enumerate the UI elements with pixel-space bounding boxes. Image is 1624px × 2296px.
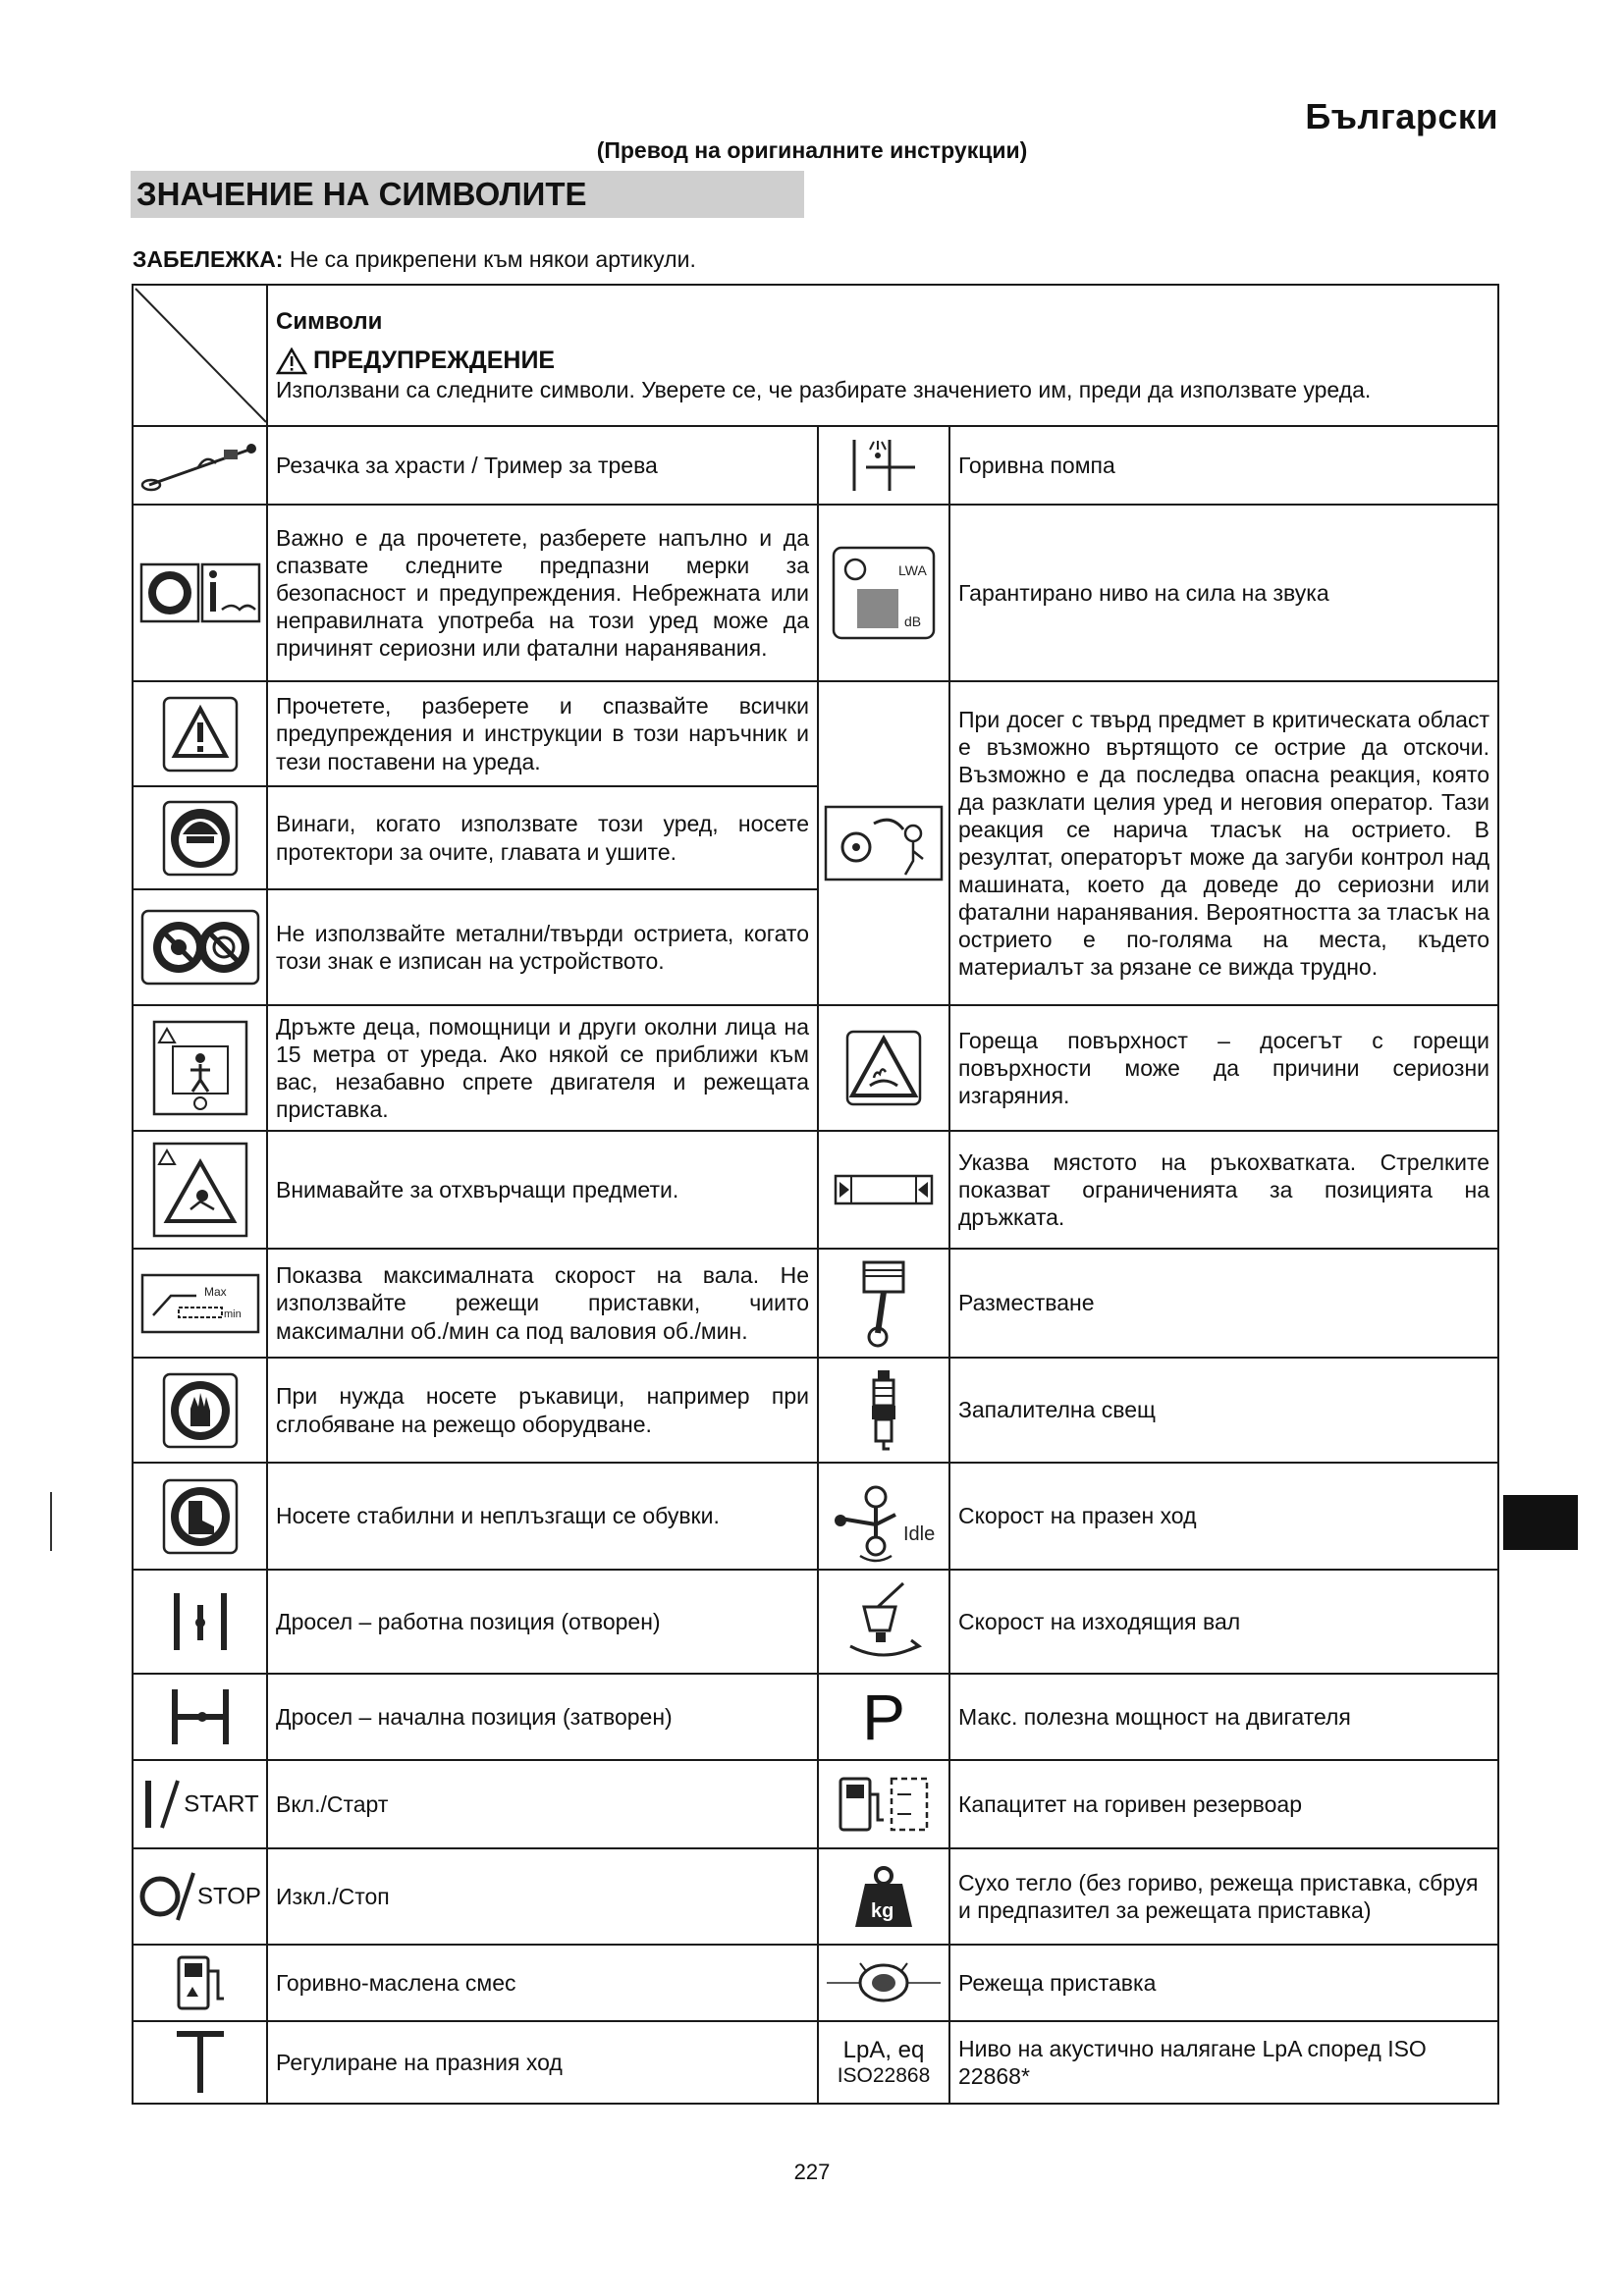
list-item: Дръжте деца, помощници и други околни лица на 15 метра от уреда. Ако някой се приближи към вас, незабавно спрете двигателя и режещата приставка. bbox=[267, 1005, 818, 1131]
table-row bbox=[133, 1570, 1498, 1674]
choke-closed-icon bbox=[133, 1674, 267, 1760]
list-item: При нужда носете ръкавици, например при сглобяване на режещо оборудване. bbox=[267, 1358, 818, 1463]
choke-open-icon bbox=[133, 1570, 267, 1674]
list-item: Указва мястото на ръкохватката. Стрелките показват ограниченията за позицията на дръжката. bbox=[949, 1131, 1498, 1249]
translation-subtitle: (Превод на оригиналните инструкции) bbox=[596, 137, 1028, 163]
list-item: Горивна помпа bbox=[949, 426, 1498, 505]
off-stop-icon bbox=[133, 1848, 267, 1945]
list-item: Резачка за храсти / Тример за трева bbox=[267, 426, 818, 505]
protective-gear-icon bbox=[133, 786, 267, 889]
list-item: Режеща приставка bbox=[949, 1945, 1498, 2021]
section-title: ЗНАЧЕНИЕ НА СИМВОЛИТЕ bbox=[131, 171, 804, 218]
gloves-icon bbox=[133, 1358, 267, 1463]
note-label: ЗАБЕЛЕЖКА: bbox=[133, 246, 284, 272]
list-item: Запалителна свещ bbox=[949, 1358, 1498, 1463]
list-item: Показва максималната скорост на вала. Не използвайте режещи приставки, чиито максимални об./мин са под валовия об./мин. bbox=[267, 1249, 818, 1358]
page-number: 227 bbox=[793, 2160, 831, 2184]
margin-mark bbox=[50, 1492, 52, 1551]
list-item: Дросел – начална позиция (затворен) bbox=[267, 1674, 818, 1760]
list-item: Капацитет на горивен резервоар bbox=[949, 1760, 1498, 1848]
warning-triangle-icon bbox=[276, 347, 307, 375]
language-label: Български bbox=[1305, 96, 1498, 136]
diagonal-line bbox=[134, 287, 268, 424]
note bbox=[133, 246, 696, 273]
table-row bbox=[133, 2021, 1498, 2104]
hot-surface-icon bbox=[818, 1005, 949, 1131]
dry-weight-icon bbox=[818, 1848, 949, 1945]
table-row bbox=[133, 1848, 1498, 1945]
warning-text: Използвани са следните символи. Уверете се, че разбирате значението им, преди да използвате уреда. bbox=[276, 376, 1372, 402]
list-item: Изкл./Стоп bbox=[267, 1848, 818, 1945]
list-item: Разместване bbox=[949, 1249, 1498, 1358]
list-item: При досег с твърд предмет в критическата област е възможно въртящото се острие да отскочи. Възможно е да последва опасна реакция, която да разклати целия уред и неговия оператор. Тази реакция се нарича тласък на острието. В резултат, операторът може да загуби контрол над машината, което да доведе до сериозни или фатални наранявания. Вероятността за тласък на острието е по-голяма на места, където материалът за рязане се вижда трудно. bbox=[949, 681, 1498, 1005]
list-item: Важно е да прочетете, разберете напълно и да спазвате следните предпазни мерки за безопасност и предупреждения. Небрежната или неправилната употреба на този уред може да причинят сериозни или фатални наранявания. bbox=[267, 505, 818, 681]
idle-speed-icon bbox=[818, 1463, 949, 1570]
start-label: START bbox=[184, 1790, 259, 1818]
on-start-icon bbox=[133, 1760, 267, 1848]
boots-icon bbox=[133, 1463, 267, 1570]
output-shaft-icon bbox=[818, 1570, 949, 1674]
read-manual-icon bbox=[133, 505, 267, 681]
note-text: Не са прикрепени към някои артикули. bbox=[283, 246, 696, 272]
iso-label: ISO22868 bbox=[837, 2063, 931, 2087]
table-row bbox=[133, 1005, 1498, 1131]
fuel-pump-icon bbox=[818, 426, 949, 505]
svg-text:Max: Max bbox=[203, 1284, 227, 1299]
list-item: Дросел – работна позиция (отворен) bbox=[267, 1570, 818, 1674]
stop-label: STOP bbox=[197, 1883, 261, 1910]
list-item: Внимавайте за отхвърчащи предмети. bbox=[267, 1131, 818, 1249]
sound-power-icon bbox=[818, 505, 949, 681]
warning-heading bbox=[276, 346, 1489, 376]
kg-label: kg bbox=[871, 1900, 894, 1922]
list-item: Макс. полезна мощност на двигателя bbox=[949, 1674, 1498, 1760]
max-speed-icon bbox=[133, 1249, 267, 1358]
list-item: Вкл./Старт bbox=[267, 1760, 818, 1848]
db-label: dB bbox=[904, 614, 922, 629]
thrown-objects-icon bbox=[133, 1131, 267, 1249]
list-item: Винаги, когато използвате този уред, носете протектори за очите, главата и ушите. bbox=[267, 786, 818, 889]
table-row bbox=[133, 1945, 1498, 2021]
idle-adjust-icon bbox=[133, 2021, 267, 2104]
chapter-tab bbox=[1503, 1495, 1578, 1550]
list-item: Горивно-маслена смес bbox=[267, 1945, 818, 2021]
spark-plug-icon bbox=[818, 1358, 949, 1463]
list-item: Сухо тегло (без гориво, режеща приставка, сбруя и предпазител за режещата приставка) bbox=[949, 1848, 1498, 1945]
fuel-oil-mix-icon bbox=[133, 1945, 267, 2021]
list-item: Регулиране на празния ход bbox=[267, 2021, 818, 2104]
warning-triangle-icon bbox=[133, 681, 267, 786]
list-item: Не използвайте метални/твърди остриета, когато този знак е изписан на устройството. bbox=[267, 889, 818, 1005]
table-row bbox=[133, 1674, 1498, 1760]
table-row bbox=[133, 1760, 1498, 1848]
list-item: Ниво на акустично налягане LpA според ISO 22868* bbox=[949, 2021, 1498, 2104]
table-row bbox=[133, 1131, 1498, 1249]
keep-distance-icon bbox=[133, 1005, 267, 1131]
header-cell bbox=[267, 285, 1498, 426]
idle-label: Idle bbox=[903, 1522, 936, 1545]
list-item: Носете стабилни и неплъзгащи се обувки. bbox=[267, 1463, 818, 1570]
max-power-icon bbox=[818, 1674, 949, 1760]
symbols-table bbox=[132, 284, 1499, 2105]
no-metal-blades-icon bbox=[133, 889, 267, 1005]
svg-text:min: min bbox=[223, 1308, 242, 1320]
table-row bbox=[133, 505, 1498, 681]
sound-pressure-icon bbox=[818, 2021, 949, 2104]
brush-cutter-icon bbox=[133, 426, 267, 505]
fuel-tank-capacity-icon bbox=[818, 1760, 949, 1848]
lpa-label: LpA, eq bbox=[842, 2037, 925, 2064]
table-row bbox=[133, 1249, 1498, 1358]
warning-title: ПРЕДУПРЕЖДЕНИЕ bbox=[313, 347, 556, 375]
displacement-icon bbox=[818, 1249, 949, 1358]
symbols-heading: Символи bbox=[276, 308, 383, 336]
table-row bbox=[133, 426, 1498, 505]
list-item: Скорост на празен ход bbox=[949, 1463, 1498, 1570]
kickback-icon bbox=[818, 681, 949, 1005]
list-item: Гарантирано ниво на сила на звука bbox=[949, 505, 1498, 681]
table-header-row bbox=[133, 285, 1498, 426]
list-item: Скорост на изходящия вал bbox=[949, 1570, 1498, 1674]
cutting-attachment-icon bbox=[818, 1945, 949, 2021]
list-item: Прочетете, разберете и спазвайте всички предупреждения и инструкции в този наръчник и тези поставени на уреда. bbox=[267, 681, 818, 786]
lwa-label: LWA bbox=[898, 562, 927, 578]
table-row bbox=[133, 681, 1498, 786]
power-label: P bbox=[861, 1681, 906, 1753]
diagonal-cell bbox=[133, 285, 267, 426]
table-row bbox=[133, 1358, 1498, 1463]
list-item: Гореща повърхност – досегът с горещи повърхности може да причини сериозни изгаряния. bbox=[949, 1005, 1498, 1131]
table-row bbox=[133, 1463, 1498, 1570]
handle-position-icon bbox=[818, 1131, 949, 1249]
